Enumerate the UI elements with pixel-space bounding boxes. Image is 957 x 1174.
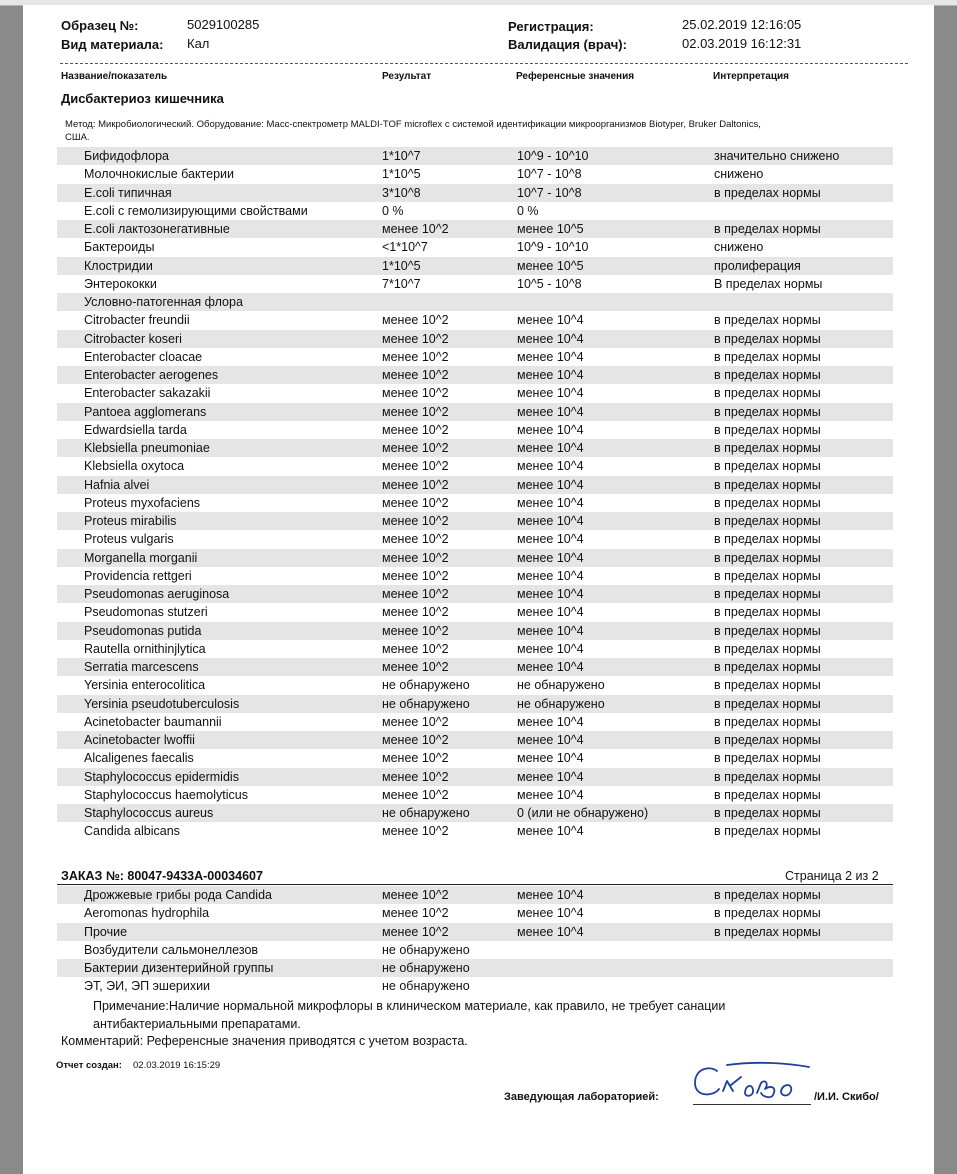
indicator-name: E.coli типичная bbox=[84, 185, 172, 200]
result-value: 3*10^8 bbox=[382, 185, 421, 200]
indicator-name: Pseudomonas putida bbox=[84, 623, 202, 638]
table-row bbox=[57, 731, 893, 749]
indicator-name: Pseudomonas aeruginosa bbox=[84, 587, 230, 601]
indicator-name: Enterobacter cloacae bbox=[84, 349, 203, 364]
indicator-name: Providencia rettgeri bbox=[84, 568, 192, 583]
result-value: менее 10^2 bbox=[382, 824, 449, 839]
table-row bbox=[57, 923, 893, 941]
interpretation-value: в пределах нормы bbox=[714, 386, 821, 401]
reference-value: менее 10^4 bbox=[517, 422, 584, 437]
result-value: менее 10^2 bbox=[382, 349, 449, 364]
table-row bbox=[57, 567, 893, 585]
registration-label: Регистрация: bbox=[508, 19, 594, 34]
table-row bbox=[57, 165, 893, 183]
interpretation-value: в пределах нормы bbox=[714, 459, 821, 474]
table-row bbox=[57, 384, 893, 402]
table-row bbox=[57, 330, 893, 348]
reference-value: менее 10^4 bbox=[517, 386, 584, 401]
table-row bbox=[57, 549, 893, 567]
document-page bbox=[23, 5, 934, 1174]
note-text: Примечание:Наличие нормальной микрофлоры в клиническом материале, как правило, не требует санации антибактериальными препаратами. bbox=[93, 999, 726, 1031]
table-row bbox=[57, 804, 893, 822]
indicator-name: Staphylococcus haemolyticus bbox=[84, 787, 248, 802]
indicator-name: Энтерококки bbox=[84, 276, 157, 291]
result-value: менее 10^2 bbox=[382, 495, 449, 510]
interpretation-value: в пределах нормы bbox=[714, 605, 821, 620]
table-row bbox=[57, 457, 893, 475]
indicator-name: Pantoea agglomerans bbox=[84, 404, 207, 419]
registration-value: 25.02.2019 12:16:05 bbox=[682, 17, 802, 32]
result-value: менее 10^2 bbox=[382, 888, 449, 902]
indicator-name: Yersinia pseudotuberculosis bbox=[84, 696, 240, 711]
indicator-name: Proteus vulgaris bbox=[84, 532, 174, 547]
reference-value: менее 10^4 bbox=[517, 587, 584, 601]
interpretation-value: в пределах нормы bbox=[714, 824, 821, 839]
result-value: 1*10^5 bbox=[382, 258, 421, 273]
table-row bbox=[57, 959, 893, 977]
validation-label: Валидация (врач): bbox=[508, 37, 627, 52]
reference-value: менее 10^4 bbox=[517, 623, 584, 638]
result-value: 1*10^5 bbox=[382, 167, 421, 182]
indicator-name: Enterobacter sakazakii bbox=[84, 386, 211, 401]
table-row bbox=[57, 640, 893, 658]
indicator-name: Candida albicans bbox=[84, 824, 180, 839]
reference-value: менее 10^4 bbox=[517, 459, 584, 474]
reference-value: менее 10^4 bbox=[517, 769, 584, 784]
result-value: менее 10^2 bbox=[382, 404, 449, 419]
reference-value: не обнаружено bbox=[517, 696, 605, 711]
result-value: менее 10^2 bbox=[382, 441, 449, 455]
indicator-name: Hafnia alvei bbox=[84, 477, 150, 492]
table-row bbox=[57, 439, 893, 457]
result-value: менее 10^2 bbox=[382, 532, 449, 547]
indicator-name: Клостридии bbox=[84, 258, 153, 273]
reference-value: менее 10^4 bbox=[517, 404, 584, 419]
table-row bbox=[57, 147, 893, 165]
reference-value: 10^7 - 10^8 bbox=[517, 185, 582, 200]
result-value: не обнаружено bbox=[382, 979, 470, 994]
table-row bbox=[57, 403, 893, 421]
table-row bbox=[57, 220, 893, 238]
result-value: менее 10^2 bbox=[382, 331, 449, 346]
interpretation-value: в пределах нормы bbox=[714, 441, 821, 455]
head-of-lab-name: /И.И. Скибо/ bbox=[814, 1091, 879, 1103]
indicator-name: Rautella ornithinjlytica bbox=[84, 641, 206, 656]
interpretation-value: в пределах нормы bbox=[714, 733, 821, 747]
table-row bbox=[57, 977, 893, 995]
reference-value: менее 10^4 bbox=[517, 331, 584, 346]
result-value: менее 10^2 bbox=[382, 568, 449, 583]
table-row bbox=[57, 293, 893, 311]
indicator-name: Прочие bbox=[84, 924, 128, 939]
result-value: <1*10^7 bbox=[382, 240, 428, 255]
reference-value: 0 (или не обнаружено) bbox=[517, 806, 649, 820]
indicator-name: Edwardsiella tarda bbox=[84, 422, 187, 437]
order-number: ЗАКАЗ №: 80047-9433А-00034607 bbox=[61, 869, 263, 883]
interpretation-value: в пределах нормы bbox=[714, 888, 821, 902]
column-header-interpretation: Интерпретация bbox=[713, 71, 789, 82]
interpretation-value: в пределах нормы bbox=[714, 313, 821, 328]
interpretation-value: снижено bbox=[714, 167, 764, 182]
table-row bbox=[57, 941, 893, 959]
interpretation-value: в пределах нормы bbox=[714, 751, 821, 766]
result-value: 0 % bbox=[382, 203, 404, 218]
sample-label: Образец №: bbox=[61, 18, 139, 33]
validation-value: 02.03.2019 16:12:31 bbox=[682, 36, 802, 51]
reference-value: 10^5 - 10^8 bbox=[517, 276, 582, 291]
result-value: менее 10^2 bbox=[382, 477, 449, 492]
reference-value: менее 10^4 bbox=[517, 906, 584, 921]
reference-value: менее 10^4 bbox=[517, 660, 584, 674]
interpretation-value: в пределах нормы bbox=[714, 514, 821, 528]
header-divider bbox=[60, 63, 908, 64]
result-value: не обнаружено bbox=[382, 942, 470, 957]
indicator-name: Proteus mirabilis bbox=[84, 514, 177, 528]
result-value: менее 10^2 bbox=[382, 641, 449, 656]
indicator-name: Бактерии дизентерийной группы bbox=[84, 961, 274, 975]
indicator-name: E.coli с гемолизирующими свойствами bbox=[84, 203, 308, 218]
interpretation-value: пролиферация bbox=[714, 258, 801, 273]
table-row bbox=[57, 184, 893, 202]
indicator-name: Klebsiella oxytoca bbox=[84, 459, 185, 474]
table-row bbox=[57, 238, 893, 256]
indicator-name: Staphylococcus aureus bbox=[84, 806, 214, 820]
table-row bbox=[57, 786, 893, 804]
result-value: менее 10^2 bbox=[382, 459, 449, 474]
interpretation-value: значительно снижено bbox=[714, 149, 840, 163]
interpretation-value: в пределах нормы bbox=[714, 222, 821, 236]
table-row bbox=[57, 202, 893, 220]
reference-value: не обнаружено bbox=[517, 678, 605, 693]
result-value: не обнаружено bbox=[382, 961, 470, 975]
column-header-result: Результат bbox=[382, 71, 432, 82]
head-of-lab-label: Заведующая лабораторией: bbox=[504, 1091, 659, 1103]
interpretation-value: В пределах нормы bbox=[714, 276, 823, 291]
report-created-value: 02.03.2019 16:15:29 bbox=[133, 1060, 221, 1071]
table-row bbox=[57, 530, 893, 548]
result-value: менее 10^2 bbox=[382, 906, 449, 921]
result-value: менее 10^2 bbox=[382, 787, 449, 802]
reference-value: менее 10^4 bbox=[517, 605, 584, 620]
results-table-continued bbox=[57, 886, 893, 996]
result-value: 1*10^7 bbox=[382, 149, 421, 163]
reference-value: менее 10^4 bbox=[517, 313, 584, 328]
indicator-name: Возбудители сальмонеллезов bbox=[84, 942, 259, 957]
interpretation-value: в пределах нормы bbox=[714, 532, 821, 547]
interpretation-value: в пределах нормы bbox=[714, 587, 821, 601]
material-label: Вид материала: bbox=[61, 37, 164, 52]
interpretation-value: в пределах нормы bbox=[714, 787, 821, 802]
table-row bbox=[57, 713, 893, 731]
indicator-name: E.coli лактозонегативные bbox=[84, 222, 230, 236]
handwritten-signature bbox=[687, 1057, 817, 1107]
table-row bbox=[57, 904, 893, 922]
indicator-name: Alcaligenes faecalis bbox=[84, 751, 194, 766]
indicator-name: Aeromonas hydrophila bbox=[84, 906, 210, 921]
table-row bbox=[57, 476, 893, 494]
result-value: менее 10^2 bbox=[382, 422, 449, 437]
table-row bbox=[57, 749, 893, 767]
interpretation-value: в пределах нормы bbox=[714, 641, 821, 656]
table-row bbox=[57, 348, 893, 366]
interpretation-value: снижено bbox=[714, 240, 764, 255]
reference-value: 0 % bbox=[517, 203, 539, 218]
indicator-name: Serratia marcescens bbox=[84, 660, 199, 674]
table-row bbox=[57, 822, 893, 840]
result-value: менее 10^2 bbox=[382, 769, 449, 784]
method-text: Метод: Микробиологический. Оборудование: Масс-спектрометр MALDI-TOF microflex с системой идентификации микроорганизмов Biotyper, Bruker Daltonics, США. bbox=[65, 119, 761, 143]
interpretation-value: в пределах нормы bbox=[714, 495, 821, 510]
interpretation-value: в пределах нормы bbox=[714, 660, 821, 674]
indicator-name: Enterobacter aerogenes bbox=[84, 368, 219, 382]
interpretation-value: в пределах нормы bbox=[714, 349, 821, 364]
reference-value: менее 10^4 bbox=[517, 568, 584, 583]
indicator-name: Бифидофлора bbox=[84, 149, 169, 163]
table-row bbox=[57, 695, 893, 713]
result-value: менее 10^2 bbox=[382, 714, 449, 729]
reference-value: менее 10^4 bbox=[517, 787, 584, 802]
interpretation-value: в пределах нормы bbox=[714, 404, 821, 419]
reference-value: менее 10^4 bbox=[517, 349, 584, 364]
result-value: менее 10^2 bbox=[382, 550, 449, 565]
interpretation-value: в пределах нормы bbox=[714, 696, 821, 711]
reference-value: менее 10^4 bbox=[517, 924, 584, 939]
result-value: менее 10^2 bbox=[382, 623, 449, 638]
result-value: менее 10^2 bbox=[382, 924, 449, 939]
indicator-name: Acinetobacter baumannii bbox=[84, 714, 222, 729]
result-value: менее 10^2 bbox=[382, 368, 449, 382]
interpretation-value: в пределах нормы bbox=[714, 806, 821, 820]
reference-value: менее 10^4 bbox=[517, 495, 584, 510]
table-row bbox=[57, 311, 893, 329]
result-value: менее 10^2 bbox=[382, 313, 449, 328]
indicator-name: Yersinia enterocolitica bbox=[84, 678, 206, 693]
reference-value: 10^9 - 10^10 bbox=[517, 149, 589, 163]
sample-value: 5029100285 bbox=[187, 17, 260, 32]
table-row bbox=[57, 366, 893, 384]
reference-value: менее 10^4 bbox=[517, 532, 584, 547]
page-number: Страница 2 из 2 bbox=[785, 869, 879, 883]
interpretation-value: в пределах нормы bbox=[714, 477, 821, 492]
table-row bbox=[57, 257, 893, 275]
indicator-name: ЭТ, ЭИ, ЭП эшерихии bbox=[84, 979, 211, 994]
result-value: не обнаружено bbox=[382, 678, 470, 693]
reference-value: 10^7 - 10^8 bbox=[517, 167, 582, 182]
indicator-name: Morganella morganii bbox=[84, 550, 198, 565]
section-title: Дисбактериоз кишечника bbox=[61, 91, 224, 106]
table-row bbox=[57, 768, 893, 786]
indicator-name: Proteus myxofaciens bbox=[84, 495, 201, 510]
reference-value: менее 10^4 bbox=[517, 733, 584, 747]
column-header-name: Название/показатель bbox=[61, 71, 168, 82]
indicator-name: Бактероиды bbox=[84, 240, 155, 255]
result-value: менее 10^2 bbox=[382, 605, 449, 620]
column-header-reference: Референсные значения bbox=[516, 71, 635, 82]
comment-text: Комментарий: Референсные значения приводятся с учетом возраста. bbox=[61, 1034, 468, 1048]
indicator-name: Staphylococcus epidermidis bbox=[84, 769, 239, 784]
interpretation-value: в пределах нормы bbox=[714, 924, 821, 939]
interpretation-value: в пределах нормы bbox=[714, 331, 821, 346]
interpretation-value: в пределах нормы bbox=[714, 714, 821, 729]
result-value: менее 10^2 bbox=[382, 587, 449, 601]
table-row bbox=[57, 421, 893, 439]
results-table bbox=[57, 147, 893, 841]
result-value: менее 10^2 bbox=[382, 751, 449, 766]
reference-value: менее 10^4 bbox=[517, 751, 584, 766]
interpretation-value: в пределах нормы bbox=[714, 550, 821, 565]
result-value: менее 10^2 bbox=[382, 660, 449, 674]
result-value: не обнаружено bbox=[382, 806, 470, 820]
result-value: менее 10^2 bbox=[382, 222, 449, 236]
table-row bbox=[57, 676, 893, 694]
table-row bbox=[57, 622, 893, 640]
reference-value: менее 10^5 bbox=[517, 222, 584, 236]
interpretation-value: в пределах нормы bbox=[714, 422, 821, 437]
interpretation-value: в пределах нормы bbox=[714, 678, 821, 693]
indicator-name: Acinetobacter lwoffii bbox=[84, 733, 195, 747]
indicator-name: Pseudomonas stutzeri bbox=[84, 605, 208, 620]
report-created-label: Отчет создан: bbox=[56, 1060, 122, 1071]
result-value: 7*10^7 bbox=[382, 276, 421, 291]
reference-value: менее 10^4 bbox=[517, 714, 584, 729]
indicator-name: Условно-патогенная флора bbox=[84, 295, 243, 309]
interpretation-value: в пределах нормы bbox=[714, 368, 821, 382]
interpretation-value: в пределах нормы bbox=[714, 568, 821, 583]
order-divider bbox=[57, 884, 893, 885]
reference-value: менее 10^4 bbox=[517, 368, 584, 382]
result-value: менее 10^2 bbox=[382, 733, 449, 747]
table-row bbox=[57, 886, 893, 904]
interpretation-value: в пределах нормы bbox=[714, 769, 821, 784]
reference-value: 10^9 - 10^10 bbox=[517, 240, 589, 255]
indicator-name: Citrobacter koseri bbox=[84, 331, 182, 346]
table-row bbox=[57, 494, 893, 512]
table-row bbox=[57, 658, 893, 676]
indicator-name: Дрожжевые грибы рода Candida bbox=[84, 888, 272, 902]
table-row bbox=[57, 275, 893, 293]
reference-value: менее 10^4 bbox=[517, 477, 584, 492]
table-row bbox=[57, 585, 893, 603]
reference-value: менее 10^4 bbox=[517, 550, 584, 565]
reference-value: менее 10^4 bbox=[517, 824, 584, 839]
indicator-name: Citrobacter freundii bbox=[84, 313, 190, 328]
table-row bbox=[57, 603, 893, 621]
result-value: менее 10^2 bbox=[382, 514, 449, 528]
table-row bbox=[57, 512, 893, 530]
reference-value: менее 10^4 bbox=[517, 441, 584, 455]
material-value: Кал bbox=[187, 36, 210, 51]
result-value: менее 10^2 bbox=[382, 386, 449, 401]
interpretation-value: в пределах нормы bbox=[714, 906, 821, 921]
indicator-name: Молочнокислые бактерии bbox=[84, 167, 234, 182]
result-value: не обнаружено bbox=[382, 696, 470, 711]
reference-value: менее 10^4 bbox=[517, 641, 584, 656]
interpretation-value: в пределах нормы bbox=[714, 185, 821, 200]
reference-value: менее 10^4 bbox=[517, 888, 584, 902]
interpretation-value: в пределах нормы bbox=[714, 623, 821, 638]
reference-value: менее 10^4 bbox=[517, 514, 584, 528]
indicator-name: Klebsiella pneumoniae bbox=[84, 441, 210, 455]
reference-value: менее 10^5 bbox=[517, 258, 584, 273]
